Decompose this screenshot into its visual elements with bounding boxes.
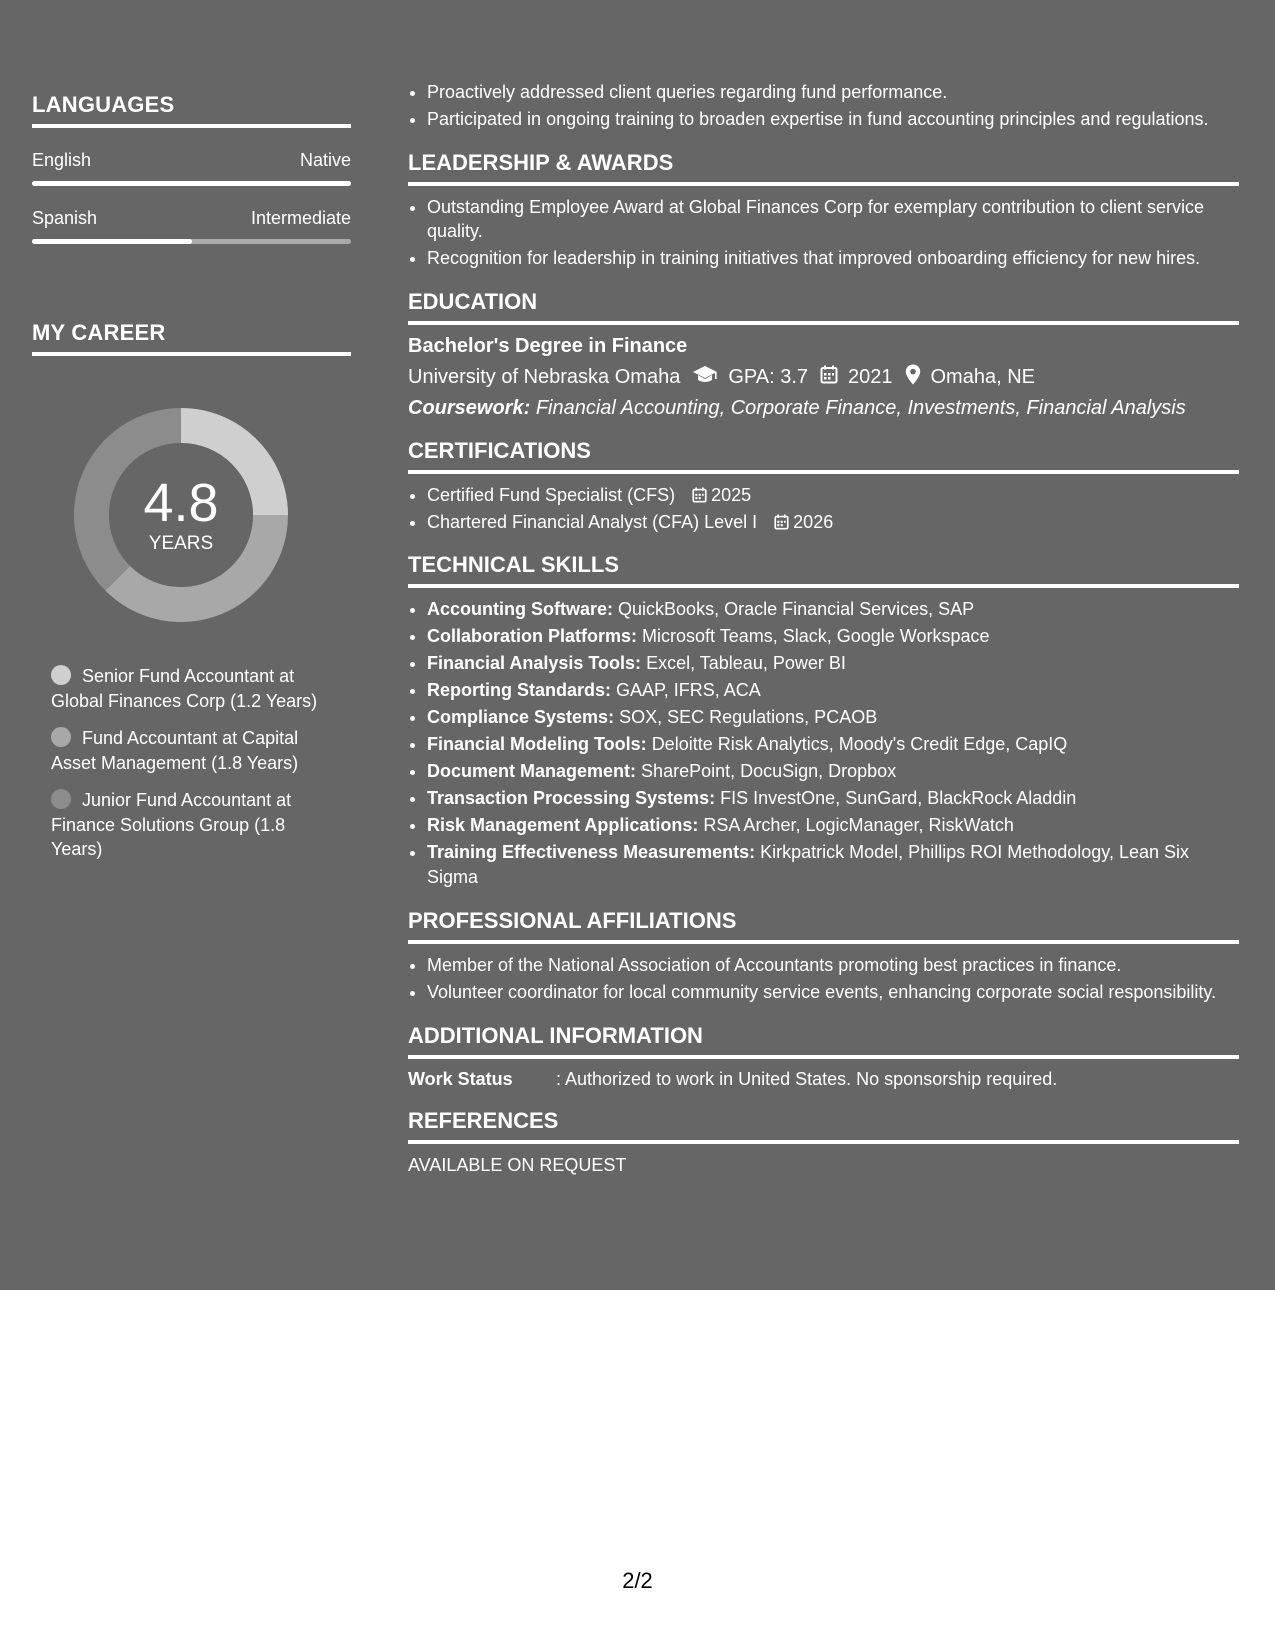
career-donut-chart	[66, 400, 296, 630]
list-item: • Outstanding Employee Award at Global Finances Corp for exemplary contribution to client service quality.	[427, 195, 1239, 244]
legend-dot-icon	[51, 665, 71, 685]
career-legend	[51, 664, 341, 862]
language-spanish	[32, 208, 351, 244]
right-column	[408, 80, 1239, 1176]
skill-item: • Compliance Systems: SOX, SEC Regulations, PCAOB	[427, 705, 1239, 730]
experience-bullets	[408, 80, 1239, 132]
skill-item: • Training Effectiveness Measurements: Kirkpatrick Model, Phillips ROI Methodology, Lean Six Sigma	[427, 840, 1239, 890]
skill-item: • Financial Modeling Tools: Deloitte Risk Analytics, Moody's Credit Edge, CapIQ	[427, 732, 1239, 757]
language-level: Intermediate	[250, 208, 351, 228]
languages-heading: LANGUAGES	[32, 92, 351, 128]
skill-item: • Risk Management Applications: RSA Archer, LogicManager, RiskWatch	[427, 813, 1239, 838]
career-legend-item: Junior Fund Accountant at Finance Solutions Group (1.8 Years)	[51, 790, 292, 859]
page-number: 2/2	[622, 1568, 653, 1593]
certification-year: 2025	[711, 484, 752, 505]
skill-item: • Document Management: SharePoint, DocuSign, Dropbox	[427, 759, 1239, 784]
skill-item: • Collaboration Platforms: Microsoft Teams, Slack, Google Workspace	[427, 624, 1239, 649]
career-total-unit: YEARS	[148, 533, 214, 554]
language-name: Spanish	[32, 208, 98, 228]
skill-item: • Reporting Standards: GAAP, IFRS, ACA	[427, 678, 1239, 703]
list-item: • Member of the National Association of Accountants promoting best practices in finance.	[427, 953, 1239, 978]
calendar-icon	[774, 514, 789, 530]
coursework-value: Financial Accounting, Corporate Finance, Investments, Financial Analysis	[535, 396, 1186, 419]
work-status-row	[408, 1069, 1239, 1090]
left-column	[32, 92, 351, 875]
affiliations-list	[408, 953, 1239, 1005]
affiliations-heading: PROFESSIONAL AFFILIATIONS	[408, 908, 1239, 944]
language-english	[32, 150, 351, 186]
list-item: • Certified Fund Specialist (CFS) 2025	[427, 483, 1239, 508]
list-item: • Chartered Financial Analyst (CFA) Level I 2026	[427, 510, 1239, 535]
references-text: AVAILABLE ON REQUEST	[408, 1154, 627, 1175]
language-level: Native	[299, 150, 351, 170]
list-item: • Recognition for leadership in training initiatives that improved onboarding efficiency for new hires.	[427, 246, 1239, 271]
references-heading: REFERENCES	[408, 1108, 1239, 1144]
list-item: • Volunteer coordinator for local community service events, enhancing corporate social responsibility.	[427, 980, 1239, 1005]
language-proficiency-bar	[32, 239, 351, 244]
language-proficiency-fill	[32, 181, 351, 186]
work-status-label: Work Status	[408, 1068, 513, 1089]
education-degree: Bachelor's Degree in Finance	[408, 334, 688, 357]
additional-info-heading: ADDITIONAL INFORMATION	[408, 1023, 1239, 1059]
list-item: • Proactively addressed client queries regarding fund performance.	[427, 80, 1239, 105]
skill-item: • Accounting Software: QuickBooks, Oracle Financial Services, SAP	[427, 597, 1239, 622]
skill-item: • Transaction Processing Systems: FIS InvestOne, SunGard, BlackRock Aladdin	[427, 786, 1239, 811]
work-status-value: : Authorized to work in United States. No sponsorship required.	[556, 1068, 1058, 1089]
education-location: Omaha, NE	[930, 365, 1035, 388]
language-proficiency-fill	[32, 239, 192, 244]
list-item: • Participated in ongoing training to broaden expertise in fund accounting principles and regulations.	[427, 107, 1239, 132]
education-heading: EDUCATION	[408, 289, 1239, 325]
coursework-label: Coursework:	[408, 396, 531, 419]
skills-list	[408, 597, 1239, 890]
language-proficiency-bar	[32, 181, 351, 186]
language-name: English	[32, 150, 92, 170]
career-legend-item: Senior Fund Accountant at Global Finances Corp (1.2 Years)	[51, 666, 318, 711]
education-school: University of Nebraska Omaha	[408, 365, 681, 388]
skill-item: • Financial Analysis Tools: Excel, Tableau, Power BI	[427, 651, 1239, 676]
location-pin-icon	[905, 364, 921, 391]
certification-year: 2026	[793, 511, 834, 532]
leadership-list	[408, 195, 1239, 271]
certifications-heading: CERTIFICATIONS	[408, 438, 1239, 474]
legend-dot-icon	[51, 727, 71, 747]
career-total-value: 4.8	[143, 473, 219, 533]
education-coursework	[408, 397, 1239, 420]
education-gpa: GPA: 3.7	[728, 365, 808, 388]
calendar-icon	[692, 487, 707, 503]
graduation-cap-icon	[692, 364, 718, 390]
legend-dot-icon	[51, 789, 71, 809]
calendar-icon	[820, 365, 838, 390]
education-year: 2021	[848, 365, 893, 388]
skills-heading: TECHNICAL SKILLS	[408, 552, 1239, 588]
career-legend-item: Fund Accountant at Capital Asset Management (1.8 Years)	[51, 728, 299, 773]
leadership-heading: LEADERSHIP & AWARDS	[408, 150, 1239, 186]
certifications-list	[408, 483, 1239, 535]
education-details	[408, 364, 1239, 391]
career-heading: MY CAREER	[32, 320, 351, 356]
